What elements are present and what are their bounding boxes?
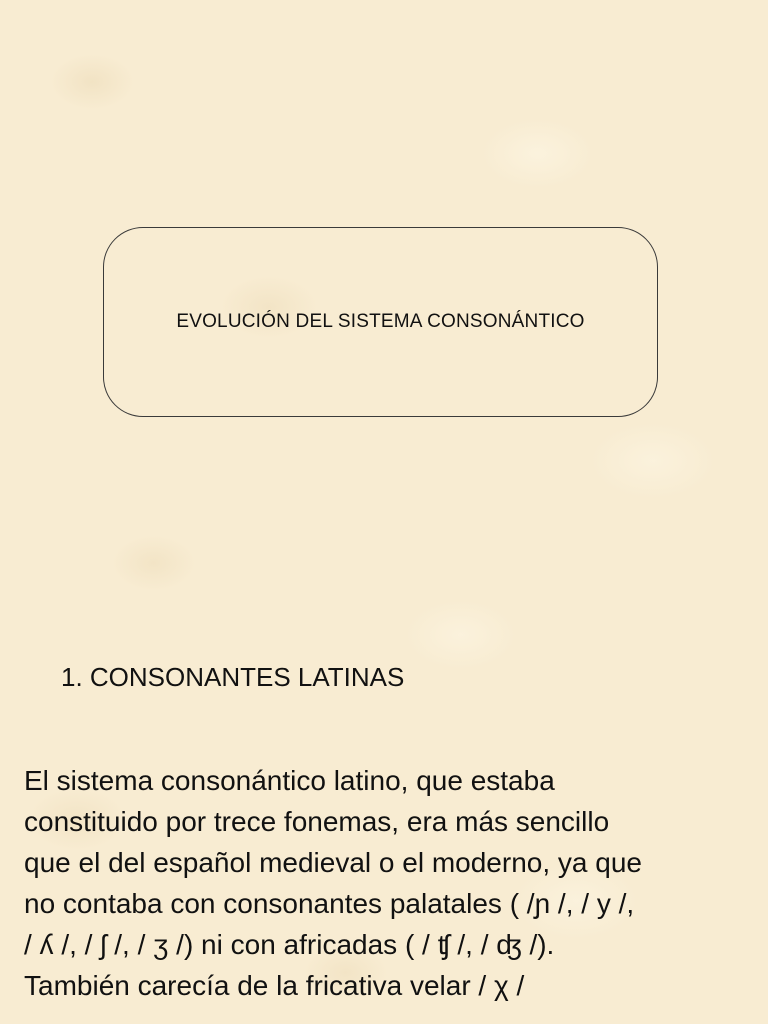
paragraph-line: / ʎ /, / ʃ /, / ʒ /) ni con africadas ( / ʧ /, / ʤ /). bbox=[24, 929, 555, 960]
paragraph-line: no contaba con consonantes palatales ( /ɲ /, / y /, bbox=[24, 888, 635, 919]
paragraph-line: También carecía de la fricativa velar / χ / bbox=[24, 970, 525, 1001]
paragraph-line: El sistema consonántico latino, que estaba bbox=[24, 765, 555, 796]
title-box bbox=[103, 227, 658, 417]
slide-title: EVOLUCIÓN DEL SISTEMA CONSONÁNTICO bbox=[176, 311, 585, 332]
paragraph-line: que el del español medieval o el moderno, ya que bbox=[24, 847, 642, 878]
section-heading: 1. CONSONANTES LATINAS bbox=[61, 662, 405, 692]
paragraph-line: constituido por trece fonemas, era más sencillo bbox=[24, 806, 610, 837]
body-paragraph bbox=[24, 760, 744, 1006]
